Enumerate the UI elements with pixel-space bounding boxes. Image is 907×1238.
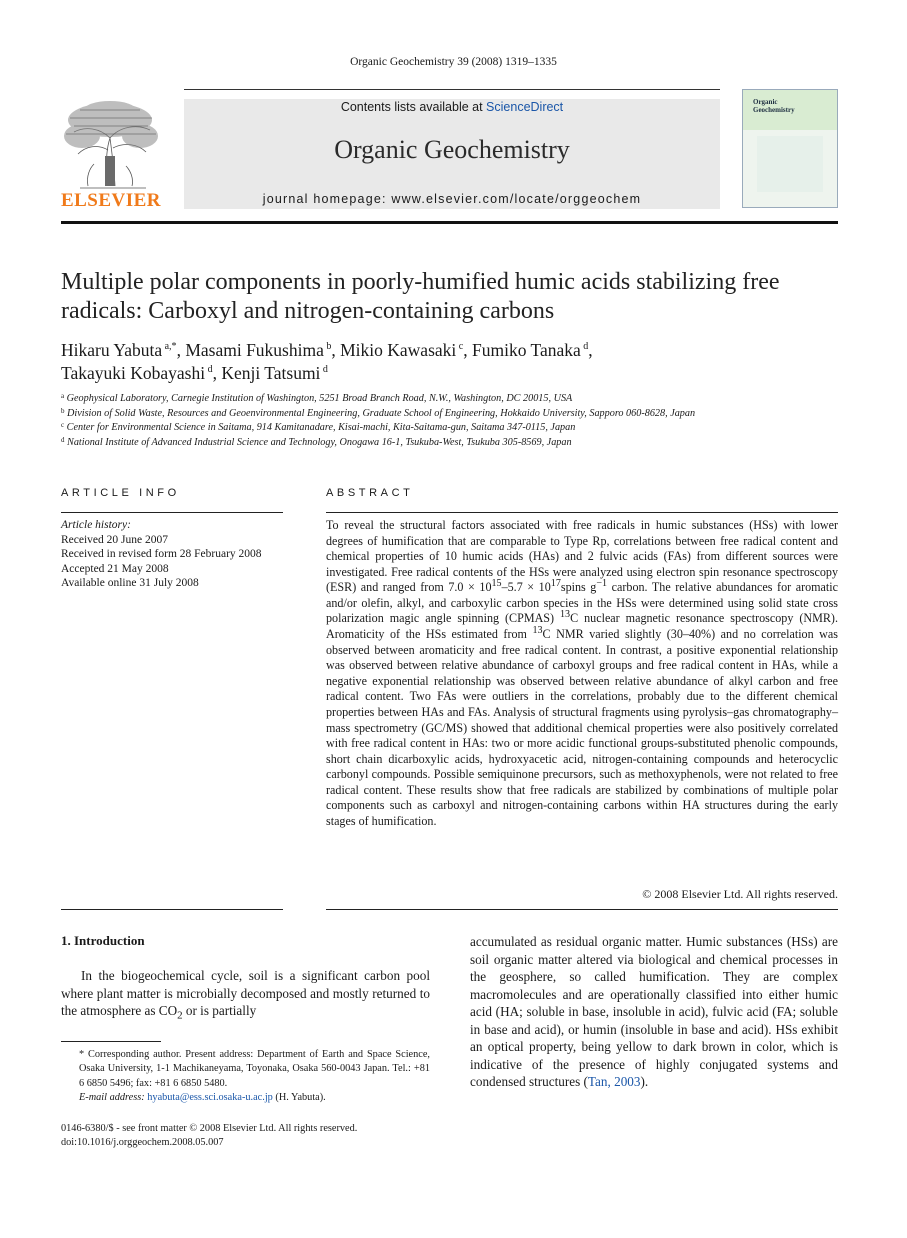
history-label: Article history: xyxy=(61,519,131,531)
header-rule xyxy=(61,221,838,224)
issn-block xyxy=(61,1122,430,1150)
affiliation-item xyxy=(61,436,838,451)
author-affiliation-mark[interactable]: a,* xyxy=(164,341,177,352)
affiliation-key: b xyxy=(61,406,65,415)
footnote-star: * xyxy=(79,1049,85,1060)
affiliation-text: Division of Solid Waste, Resources and Geoenvironmental Engineering, Graduate School of Engineering, Hokkaido University, Sapporo 060-8628, Japan xyxy=(67,407,696,419)
journal-citation: Organic Geochemistry 39 (2008) 1319–1335 xyxy=(350,56,557,68)
article-info-rule xyxy=(61,512,283,513)
affiliation-key: d xyxy=(61,435,65,444)
article-title: Multiple polar components in poorly-humified humic acids stabilizing free radicals: Carboxyl and nitrogen-containing carbons xyxy=(61,269,780,324)
corresponding-author-footnote xyxy=(61,1048,430,1106)
author-name[interactable]: Hikaru Yabuta xyxy=(61,340,163,360)
footnote-email: E-mail address: hyabuta@ess.sci.osaka-u.ac.jp (H. Yabuta). xyxy=(79,1092,326,1104)
history-revised: Received in revised form 28 February 2008 xyxy=(61,548,262,560)
author-name[interactable]: Mikio Kawasaki xyxy=(340,340,457,360)
journal-homepage-link[interactable]: journal homepage: www.elsevier.com/locate/orggeochem xyxy=(262,192,642,206)
cover-body xyxy=(757,136,823,192)
author-affiliation-mark[interactable]: d xyxy=(207,364,213,375)
contents-line xyxy=(184,100,720,114)
author-name[interactable]: Fumiko Tanaka xyxy=(471,340,581,360)
history-accepted: Accepted 21 May 2008 xyxy=(61,562,169,575)
elsevier-wordmark: ELSEVIER xyxy=(60,190,162,211)
author-affiliation-mark[interactable]: c xyxy=(458,341,464,352)
affiliation-text: National Institute of Advanced Industrial Science and Technology, Onogawa 16-1, Tsukuba-West, Tsukuba 305-8569, Japan xyxy=(67,436,572,448)
abstract-copyright: © 2008 Elsevier Ltd. All rights reserved. xyxy=(642,887,838,901)
affiliation-key: c xyxy=(61,421,65,430)
reference-link[interactable]: Tan, 2003 xyxy=(587,1074,641,1089)
history-online: Available online 31 July 2008 xyxy=(61,577,199,589)
author-name[interactable]: Kenji Tatsumi xyxy=(221,363,321,383)
abstract-bottom-rule xyxy=(326,909,838,910)
footnote-rule xyxy=(61,1041,161,1042)
history-received: Received 20 June 2007 xyxy=(61,533,168,546)
author-name[interactable]: Masami Fukushima xyxy=(185,340,324,360)
author-affiliation-mark[interactable]: d xyxy=(583,341,589,352)
journal-banner xyxy=(184,99,720,209)
contents-prefix: Contents lists available at xyxy=(340,100,487,114)
introduction-heading: 1. Introduction xyxy=(61,933,145,948)
introduction-right-column: accumulated as residual organic matter. Humic substances (HSs) are soil organic matter altered via biological and chemical processes in the geosphere, so called humification. They are complex macromolecules and are operationally classified into either humic acid (HA; soluble in base, insoluble in acid), fulvic acid (FA; soluble in base and acid), or humin (insoluble in base and acid). HSs exhibit an optical property, being yellow to dark brown in color, which is indicative of the presence of highly conjugated systems and condensed structures (Tan, 2003). xyxy=(470,934,838,1089)
article-info-heading: ARTICLE INFO xyxy=(61,487,180,499)
banner-top-rule xyxy=(184,89,720,90)
abstract-text: To reveal the structural factors associated with free radicals in humic substances (HSs) with lower degrees of humification that are comparable to Type Rp, correlations between free radical content and chemical properties of 10 humic acids (HAs) and 2 fulvic acids (FAs) from different sources were investigated. Free radical contents of the HSs were analyzed using electron spin resonance spectroscopy (ESR) and ranged from $7.0 \times 10^{15}-5.7$ × $10^{17}spins$ $g^{-1}$ carbon. The relative abundances for aromatic and/or olefin, alkyl, and carboxylic carbon species in the HSs were determined using solid state cross polarization magic angle spinning (CPMAS) $^{13}$C nuclear magnetic resonance spectroscopy (NMR). Aromaticity of the HSs estimated from $^{13}$C NMR varied slightly (30–40%) and no correlation was observed between aromaticity and free radical content. In contrast, a positive exponential relationship was observed between relative abundance of carboxyl groups and free radical content in HAs, while a negative exponential relationship was observed between relative abundance of alkyl carbon and free radical content. Two FAs were outliers in the correlations, probably due to the different chemical properties between HAs and FAs. Analysis of structural fragments using pyrolysis–gas chromatography–mass spectrometry (GC/MS) showed that additional chemical properties were also positively correlated with free radical content in HAs: two or more acidic functional groups-substituted phenolic compounds, short chain dicarboxylic acids, hydroxyacetic acid, nitrogen-containing compounds and heterocyclic carbonyl compounds. Possible semiquinone precursors, such as methoxyphenols, were not related to free radical content. These results show that free radicals are stabilized by combinations of multiple polar components such as carboxyl and nitrogen-containing carbons within HA structures during the early stages of humification. xyxy=(326,518,839,828)
affiliation-list xyxy=(61,392,838,450)
affiliation-key: a xyxy=(61,392,65,400)
abstract-rule xyxy=(326,512,838,513)
author-affiliation-mark[interactable]: b xyxy=(326,341,332,352)
footnote-corr: * Corresponding author. Present address: Department of Earth and Space Science, Osaka University, 1-1 Machikaneyama, Toyonaka, Osaka 560-0043 Japan. Tel.: +81 6 6850 5496; fax: +81 6 6850 5480. xyxy=(79,1049,430,1089)
elsevier-tree-icon xyxy=(60,98,162,190)
journal-title: Organic Geochemistry xyxy=(334,135,570,164)
affiliation-text: Center for Environmental Science in Saitama, 914 Kamitanadare, Kisai-machi, Kita-Saitama-gun, Saitama 347-0115, Japan xyxy=(66,422,576,434)
abstract-heading: ABSTRACT xyxy=(326,487,414,499)
cover-title-line1: Organic xyxy=(753,98,778,106)
journal-cover-thumbnail[interactable] xyxy=(742,89,838,208)
affiliation-item xyxy=(61,407,838,422)
author-affiliation-mark[interactable]: d xyxy=(322,364,328,375)
cover-title-line2: Geochemistry xyxy=(753,106,795,114)
article-history xyxy=(61,518,291,591)
author-list: Hikaru Yabuta $^{a,*}$, Masami Fukushima $^b$, Mikio Kawasaki $^c$, Fumiko Tanaka $^d$, Takayuki Kobayashi $^d$, Kenji Tatsumi $^d$ xyxy=(61,340,593,383)
affiliation-item xyxy=(61,421,838,436)
cover-title xyxy=(753,98,795,114)
affiliation-item xyxy=(61,392,838,407)
article-info-bottom-rule xyxy=(61,909,283,910)
affiliation-text: Geophysical Laboratory, Carnegie Institution of Washington, 5251 Broad Branch Road, N.W., Washington, DC 20015, USA xyxy=(66,393,573,404)
issn-line: 0146-6380/$ - see front matter © 2008 Elsevier Ltd. All rights reserved. xyxy=(61,1123,358,1134)
email-link[interactable]: hyabuta@ess.sci.osaka-u.ac.jp xyxy=(147,1092,273,1104)
introduction-left-column: In the biogeochemical cycle, soil is a significant carbon pool where plant matter is microbially decomposed and mostly returned to the atmosphere as $CO_2$ or is partially xyxy=(61,968,430,1022)
author-name[interactable]: Takayuki Kobayashi xyxy=(61,363,206,383)
sciencedirect-link[interactable]: ScienceDirect xyxy=(486,100,564,114)
elsevier-logo[interactable] xyxy=(60,98,162,212)
doi-link[interactable]: doi:10.1016/j.orggeochem.2008.05.007 xyxy=(61,1137,224,1149)
